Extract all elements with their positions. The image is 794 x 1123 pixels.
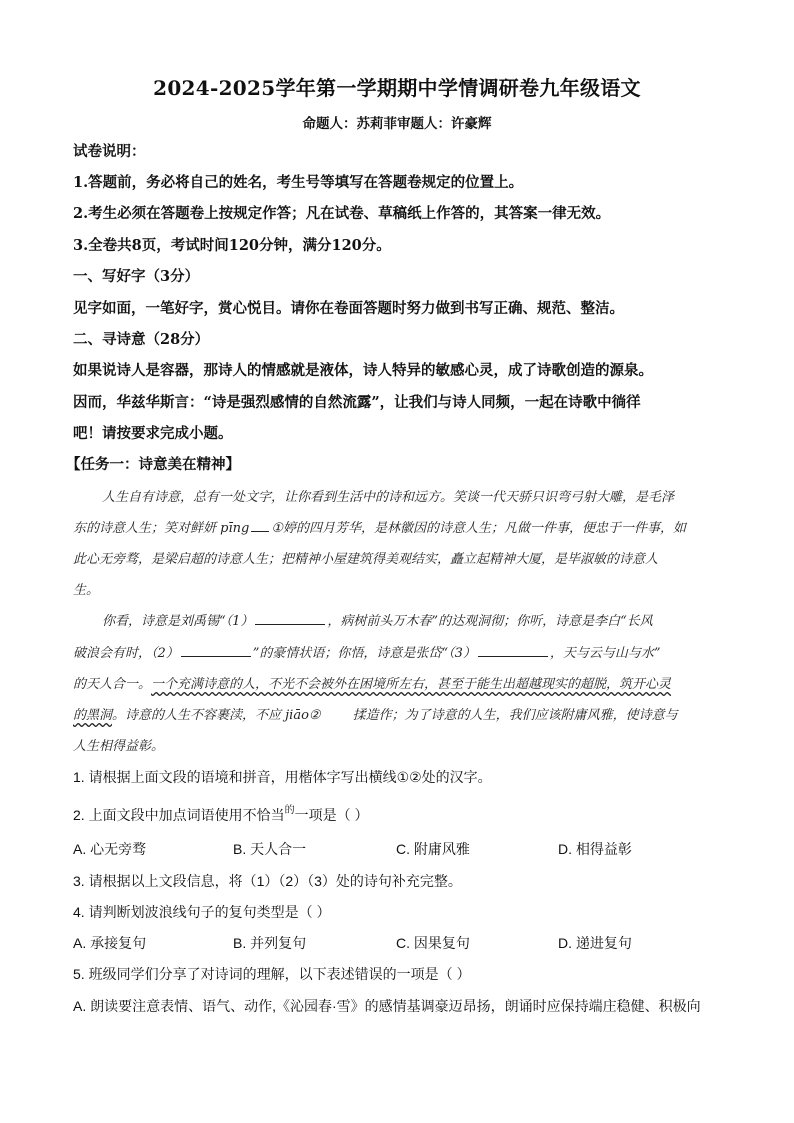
- option-d[interactable]: D. 相得益彰: [558, 841, 632, 857]
- poem-blank-2[interactable]: [181, 644, 251, 657]
- passage-text: 揉造作；为了诗意的人生，我们应该附庸风雅，使诗意与: [352, 708, 678, 723]
- passage-text: ，天与云与山与水”: [549, 646, 661, 661]
- page-title: 2024-2025学年第一学期期中学情调研卷九年级语文: [153, 76, 641, 100]
- passage-line: [102, 610, 653, 629]
- answer-blank-2[interactable]: [323, 707, 351, 719]
- instruction-item: 1.答题前，务必将自己的姓名，考生号等填写在答题卷规定的位置上。: [73, 174, 524, 191]
- passage-line: 人生自有诗意，总有一处文字，让你看到生活中的诗和远方。笑谈一代天骄只识弯弓射大雕，是毛泽: [102, 490, 675, 505]
- section-intro-line: 因而，华兹华斯言：“诗是强烈感情的自然流露”，让我们与诗人同频，一起在诗歌中徜徉: [73, 394, 641, 411]
- section-intro-line: 吧！请按要求完成小题。: [73, 425, 233, 442]
- passage-line: [73, 517, 686, 536]
- passage-text: 。诗意的人生不容裹渎，不应 jiāo②: [112, 708, 321, 723]
- question-text: 一项是（ ）: [294, 807, 369, 823]
- section-heading: 二、寻诗意（28分）: [73, 331, 210, 348]
- option-a[interactable]: A. 承接复句: [73, 935, 147, 951]
- passage-line: 此心无旁骛，是梁启超的诗意人生；把精神小屋建筑得美观结实，矗立起精神大厦，是毕淑敏的诗意人: [73, 552, 659, 567]
- instruction-item: 3.全卷共8页，考试时间120分钟，满分120分。: [73, 237, 391, 254]
- option-d[interactable]: D. 递进复句: [558, 935, 632, 951]
- passage-line: [73, 642, 661, 661]
- passage-text: ，病树前头万木春”的达观洞彻；你听，诗意是李白“长风: [327, 614, 653, 629]
- option-b[interactable]: B. 并列复句: [233, 935, 307, 951]
- option-b[interactable]: B. 天人合一: [233, 841, 307, 857]
- passage-text: 的天人合一。: [73, 677, 152, 692]
- question-5-option-a[interactable]: A. 朗读要注意表情、语气、动作,《沁园春·雪》的感情基调豪迈昂扬，朗诵时应保持端庄稳健、积极向: [73, 998, 701, 1014]
- passage-text: 破浪会有时，（2）: [73, 646, 179, 661]
- answer-blank-1[interactable]: [251, 519, 269, 532]
- option-a[interactable]: A. 心无旁骛: [73, 841, 147, 857]
- option-c[interactable]: C. 因果复句: [396, 935, 470, 951]
- wavy-sentence: 的黑洞: [73, 708, 113, 723]
- passage-line: 人生相得益彰。: [73, 739, 165, 754]
- section-heading: 一、写好字（3分）: [73, 268, 200, 285]
- section-intro-line: 如果说诗人是容器，那诗人的情感就是液体，诗人特异的敏感心灵，成了诗歌创造的源泉。: [73, 362, 653, 379]
- question-1: 1. 请根据上面文段的语境和拼音，用楷体字写出横线①②处的汉字。: [73, 769, 492, 785]
- question-superscript: 的: [284, 805, 295, 816]
- question-4: 4. 请判断划波浪线句子的复句类型是（ ）: [73, 904, 331, 920]
- instructions-heading: 试卷说明：: [73, 143, 146, 160]
- passage-text: ”的豪情状语；你悟，诗意是张岱“（3）: [252, 646, 476, 661]
- task-heading: 【任务一：诗意美在精神】: [66, 456, 240, 473]
- passage-line: [73, 704, 678, 723]
- poem-blank-1[interactable]: [255, 612, 325, 625]
- passage-line: 生。: [73, 583, 100, 598]
- wavy-sentence: 一个充满诗意的人，不光不会被外在困境所左右，甚至于能生出超越现实的超脱，筑开心灵: [151, 677, 672, 692]
- question-5: 5. 班级同学们分享了对诗词的理解，以下表述错误的一项是（ ）: [73, 966, 471, 982]
- question-2: [73, 805, 368, 825]
- page-subtitle: 命题人：苏莉菲审题人：许豪辉: [302, 116, 492, 132]
- question-text: 2. 上面文段中加点词语使用不恰当: [73, 807, 285, 823]
- poem-blank-3[interactable]: [478, 644, 548, 657]
- passage-text: ①婷的四月芳华，是林徽因的诗意人生；凡做一件事，便忠于一件事，如: [271, 521, 686, 536]
- section-body: 见字如面，一笔好字，赏心悦目。请你在卷面答题时努力做到书写正确、规范、整洁。: [73, 300, 624, 317]
- instruction-item: 2.考生必须在答题卷上按规定作答；凡在试卷、草稿纸上作答的，其答案一律无效。: [73, 205, 611, 222]
- passage-line: [73, 673, 671, 692]
- option-c[interactable]: C. 附庸风雅: [396, 841, 470, 857]
- question-3: 3. 请根据以上文段信息，将（1）（2）（3）处的诗句补充完整。: [73, 873, 462, 889]
- passage-text: 你看，诗意是刘禹锡“（1）: [102, 614, 254, 629]
- passage-text: 东的诗意人生；笑对鲜妍 pīng: [73, 521, 250, 536]
